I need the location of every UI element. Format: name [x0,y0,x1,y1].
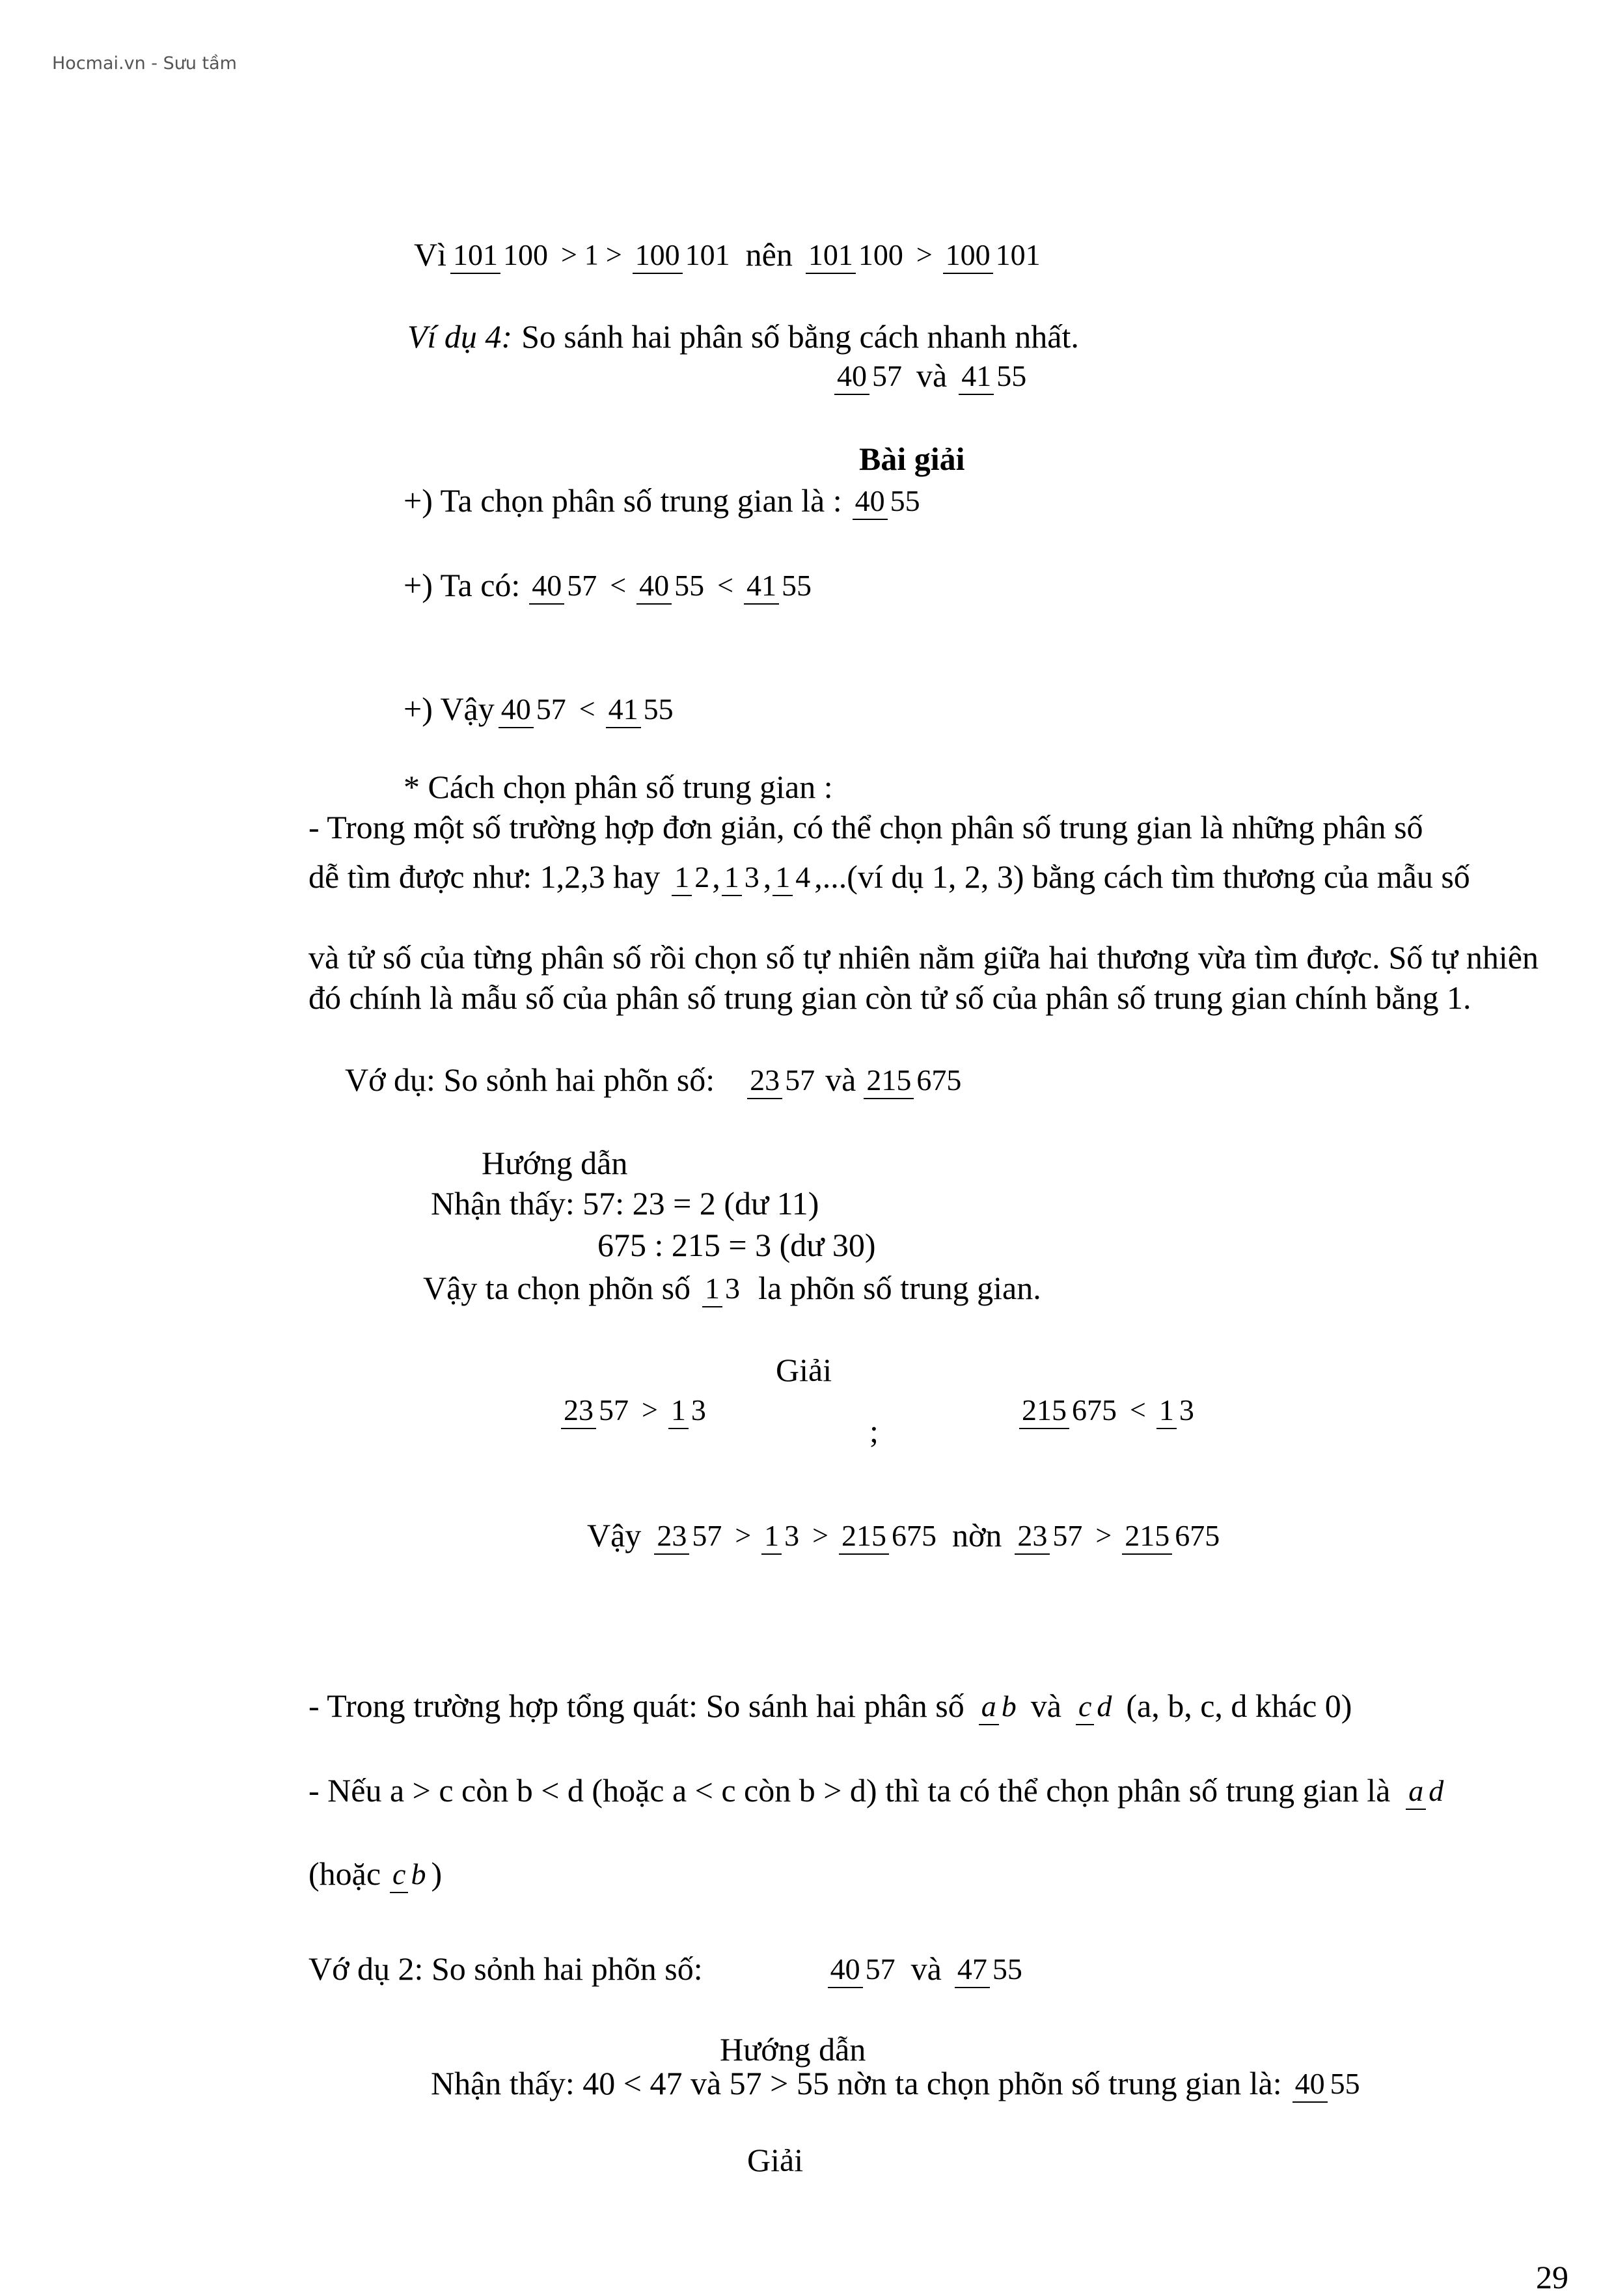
text: nờn [951,1517,1002,1553]
observation-line: Nhận thấy: 57: 23 = 2 (dư 11) [431,1185,819,1222]
fraction: 47 55 [955,1952,1025,1986]
text: - Trong trường hợp tổng quát: So sánh hai phân số [308,1688,964,1724]
text: la phõn số trung gian. [758,1270,1041,1306]
comparison-left [557,1393,713,1427]
comparison-right [1015,1393,1201,1427]
fraction: 40 55 [636,568,707,603]
operator: < [1130,1394,1146,1426]
fraction: 40 57 [529,568,599,603]
fraction: 1 3 [702,1271,743,1305]
method-paragraph-line2: dễ tìm được như: 1,2,3 hay 1 2 , 1 3 , 1 4 ,...(ví dụ 1, 2, 3) bằng cách tìm thương của mẫu số [308,858,1470,895]
text: Vậy ta chọn phõn số [423,1270,691,1306]
fraction-pair [830,357,1033,394]
fraction: 41 55 [744,568,814,603]
operator: < [610,569,627,601]
fraction: 41 55 [606,692,676,726]
conclusion-line [587,1516,1226,1554]
fraction: 23 57 [654,1518,724,1553]
fraction: 1 4 [773,860,813,894]
method-title: * Cách chọn phân số trung gian : [404,769,833,805]
fraction: 23 57 [747,1063,817,1097]
fraction: 101 100 [450,238,551,272]
fraction: 100 101 [633,238,733,272]
fraction: 40 57 [828,1952,898,1986]
text: +) Vậy [404,690,495,727]
fraction: 1 3 [1156,1393,1197,1427]
fraction: c d [1076,1689,1114,1723]
fraction: 40 57 [499,692,569,726]
fraction: 1 3 [761,1518,802,1553]
text: Vì [414,236,446,273]
text: ) [431,1855,443,1892]
fraction: 40 55 [1293,2066,1363,2101]
guide-heading: Hướng dẫn [720,2031,866,2068]
fraction: 23 57 [561,1393,631,1427]
operator: > [916,238,933,271]
fraction: 215 675 [1122,1518,1222,1553]
general-case-line [308,1687,1352,1725]
text: (a, b, c, d khác 0) [1126,1688,1352,1724]
step-line [404,690,680,728]
fraction: 215 675 [864,1063,964,1097]
page-header: Hocmai.vn - Sưu tầm [52,53,237,74]
operator: > 1 > [561,238,622,271]
operator: > [812,1519,828,1551]
operator: < [579,692,595,725]
text: ,...(ví dụ 1, 2, 3) bằng cách tìm thương của mẫu số [814,858,1470,895]
semicolon: ; [869,1413,879,1449]
example2-line [308,1950,1029,1988]
fraction: a d [1406,1773,1446,1808]
method-paragraph-rest: và tử số của từng phân số rồi chọn số tự nhiên nằm giữa hai thương vừa tìm được. Số tự nhiên đó chính là mẫu số của phân số trung gian còn tử số của phân số trung gian chính bằng 1. [308,939,1539,1016]
text: +) Ta chọn phân số trung gian là : [404,482,842,519]
fraction: 101 100 [806,238,906,272]
fraction: c b [390,1857,428,1891]
fraction: 23 57 [1015,1518,1085,1553]
text: và [910,1950,942,1987]
solution-title: Bài giải [859,441,965,477]
rule-alternative [308,1855,442,1893]
fraction: 1 2 [672,860,712,894]
observation-line [431,2064,1367,2102]
step-line [404,482,927,519]
text: Vậy [587,1517,642,1553]
text: và [1030,1688,1061,1724]
text: Nhận thấy: 40 < 47 và 57 > 55 nờn ta chọn phõn số trung gian là: [431,2065,1282,2101]
fraction: 41 55 [959,359,1029,393]
solve-heading: Giải [747,2142,804,2178]
fraction: 40 57 [834,359,905,393]
guide-heading: Hướng dẫn [482,1145,628,1181]
operator: > [735,1519,752,1551]
solve-heading: Giải [776,1352,832,1388]
text: và [825,1061,856,1098]
fraction: 1 3 [722,860,762,894]
example-text: So sánh hai phân số bằng cách nhanh nhất. [521,318,1079,355]
example-heading [407,318,1079,355]
fraction: 100 101 [943,238,1043,272]
text: - Nếu a > c còn b < d (hoặc a < c còn b > d) thì ta có thể chọn phân số trung gian là [308,1772,1391,1809]
fraction: 215 675 [839,1518,939,1553]
text: dễ tìm được như: 1,2,3 hay [308,858,661,895]
observation-line: 675 : 215 = 3 (dư 30) [597,1227,876,1263]
page-number: 29 [1536,2259,1568,2295]
operator: < [717,569,733,601]
method-paragraph-line1: - Trong một số trường hợp đơn giản, có thể chọn phân số trung gian là những phân số [308,809,1423,845]
text: +) Ta có: [404,567,521,603]
rule-line [308,1771,1450,1809]
comparison-line [414,236,1047,273]
fraction: a b [979,1689,1019,1723]
fraction: 40 55 [853,484,923,518]
text: và [916,357,948,394]
example-line [345,1061,968,1099]
operator: > [642,1394,658,1426]
text: (hoặc [308,1855,381,1892]
text: Vớ dụ: So sỏnh hai phõn số: [345,1061,715,1098]
fraction: 215 675 [1019,1393,1119,1427]
text: nên [745,236,793,273]
fraction: 1 3 [668,1393,709,1427]
text: Vớ dụ 2: So sỏnh hai phõn số: [308,1950,703,1987]
step-line [404,566,818,604]
example-label: Ví dụ 4: [407,318,513,355]
choose-line [423,1269,1041,1307]
operator: > [1095,1519,1112,1551]
